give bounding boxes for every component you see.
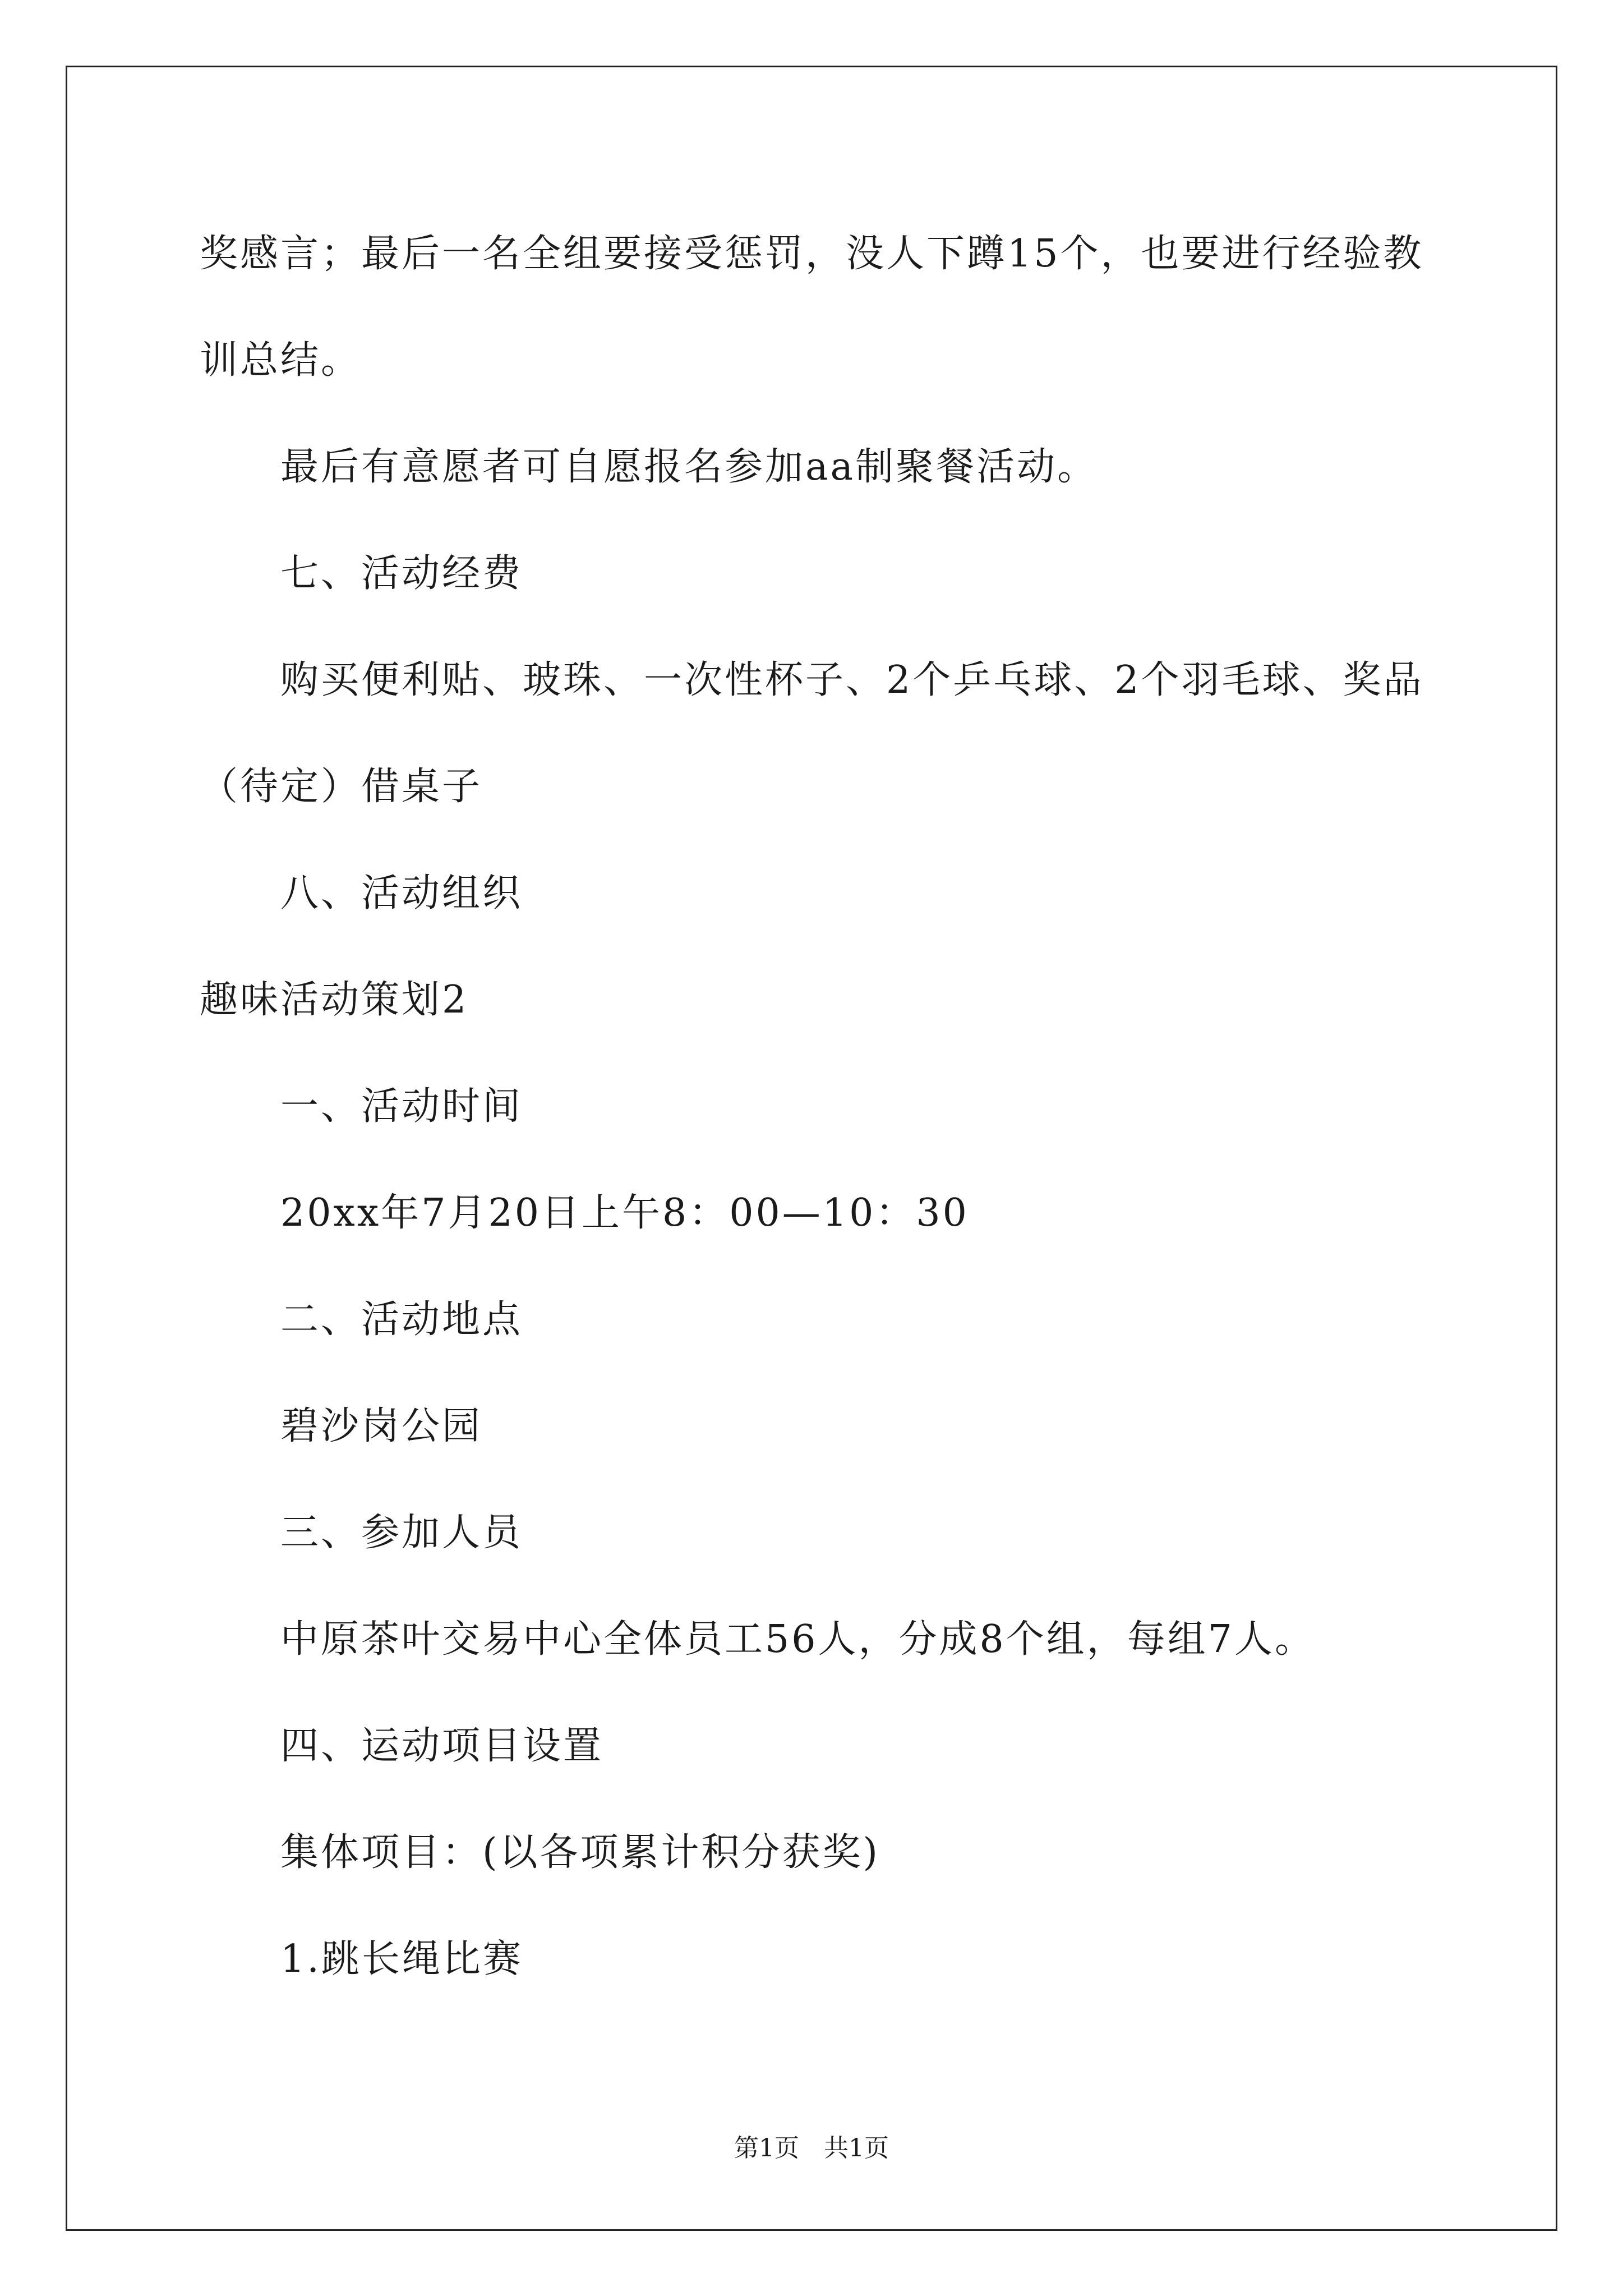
paragraph-group-events: 集体项目：(以各项累计积分获奖) (280, 1830, 880, 1875)
section-heading-events: 四、运动项目设置 (280, 1724, 604, 1768)
text-line-continuation: 训总结。 (200, 338, 362, 383)
paragraph-budget-items: 购买便利贴、玻珠、一次性杯子、2个乒乓球、2个羽毛球、奖品 (280, 658, 1424, 702)
paragraph-participants: 中原茶叶交易中心全体员工56人，分成8个组，每组7人。 (280, 1617, 1316, 1662)
section-heading-time: 一、活动时间 (280, 1084, 523, 1129)
paragraph-time: 20xx年7月20日上午8：00—10：30 (280, 1191, 969, 1235)
document-subtitle: 趣味活动策划2 (200, 978, 469, 1022)
section-heading-location: 二、活动地点 (280, 1297, 523, 1342)
page-footer: 第1页 共1页 (734, 2134, 889, 2162)
paragraph-aa-dinner: 最后有意愿者可自愿报名参加aa制聚餐活动。 (280, 445, 1098, 489)
page-border (66, 66, 1557, 2231)
list-item-long-rope: 1.跳长绳比赛 (280, 1937, 523, 1981)
section-heading-participants: 三、参加人员 (280, 1511, 523, 1555)
section-heading-organization: 八、活动组织 (280, 871, 523, 915)
text-line-continuation: 奖感言；最后一名全组要接受惩罚，没人下蹲15个，也要进行经验教 (200, 232, 1424, 276)
section-heading-budget: 七、活动经费 (280, 551, 523, 596)
paragraph-location: 碧沙岗公园 (280, 1404, 483, 1448)
paragraph-budget-items-cont: （待定）借桌子 (200, 765, 483, 809)
